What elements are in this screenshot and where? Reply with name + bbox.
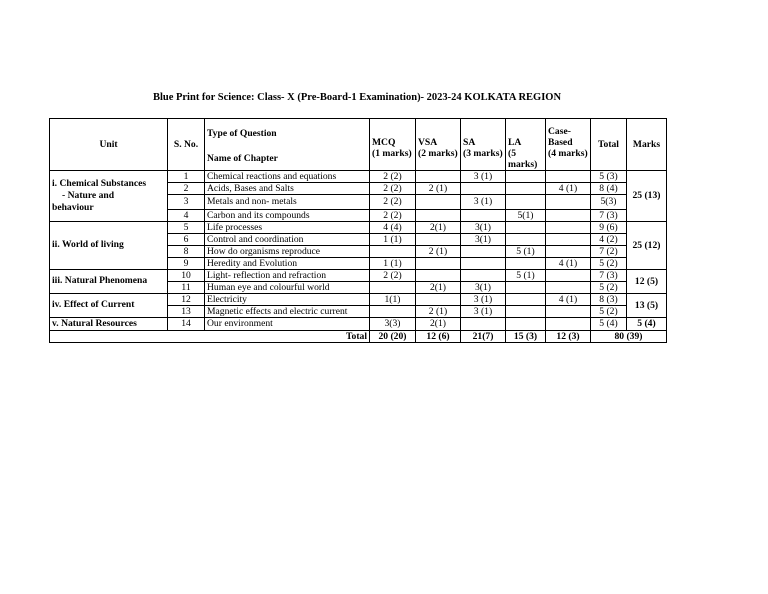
- header-sa-marks: (3 marks): [461, 148, 506, 171]
- chapter-cell: Magnetic effects and electric current: [205, 305, 370, 317]
- grand-total: 80 (39): [591, 330, 667, 342]
- header-sno: S. No.: [168, 119, 205, 171]
- total-cell: 5 (2): [591, 281, 627, 293]
- sa-cell: [461, 182, 506, 194]
- totals-label: Total: [50, 330, 370, 342]
- header-mcq-marks: (1 marks): [370, 148, 416, 171]
- header-row: [50, 119, 667, 148]
- unit-marks-cell: 13 (5): [627, 293, 667, 317]
- unit-marks-cell: 25 (12): [627, 221, 667, 269]
- vsa-cell: 2 (1): [416, 305, 461, 317]
- la-cell: 5 (1): [506, 245, 546, 257]
- chapter-cell: Electricity: [205, 293, 370, 305]
- la-cell: [506, 221, 546, 233]
- table-row: [50, 221, 667, 233]
- chapter-cell: Control and coordination: [205, 233, 370, 245]
- vsa-cell: 2(1): [416, 221, 461, 233]
- chapter-cell: Our environment: [205, 317, 370, 330]
- sa-cell: [461, 317, 506, 330]
- la-cell: [506, 281, 546, 293]
- total-cell: 5 (3): [591, 170, 627, 182]
- case-cell: [546, 221, 591, 233]
- unit-label: ii. World of living: [50, 221, 168, 269]
- case-cell: [546, 317, 591, 330]
- mcq-cell: 3(3): [370, 317, 416, 330]
- header-la: LA: [506, 119, 546, 148]
- sa-cell: 3 (1): [461, 305, 506, 317]
- vsa-cell: 2(1): [416, 281, 461, 293]
- header-la-marks: (5 marks): [506, 148, 546, 171]
- sa-cell: 3(1): [461, 281, 506, 293]
- la-cell: [506, 293, 546, 305]
- document-title: Blue Print for Science: Class- X (Pre-Board-1 Examination)- 2023-24 KOLKATA REGION: [152, 92, 562, 103]
- unit-label: i. Chemical Substances: [52, 177, 147, 189]
- chapter-cell: Acids, Bases and Salts: [205, 182, 370, 194]
- total-cell: 5 (2): [591, 305, 627, 317]
- unit-marks-cell: 25 (13): [627, 170, 667, 221]
- header-total: Total: [591, 119, 627, 171]
- case-cell: 4 (1): [546, 257, 591, 269]
- sno-cell: 10: [168, 269, 205, 281]
- total-cell: 7 (3): [591, 209, 627, 221]
- sa-cell: [461, 209, 506, 221]
- sno-cell: 4: [168, 209, 205, 221]
- total-cell: 8 (4): [591, 182, 627, 194]
- header-mcq: MCQ: [370, 119, 416, 148]
- case-cell: [546, 233, 591, 245]
- total-case: 12 (3): [546, 330, 591, 342]
- la-cell: [506, 317, 546, 330]
- mcq-cell: 2 (2): [370, 170, 416, 182]
- chapter-cell: Human eye and colourful world: [205, 281, 370, 293]
- vsa-cell: [416, 209, 461, 221]
- unit-marks-cell: 12 (5): [627, 269, 667, 293]
- case-cell: [546, 281, 591, 293]
- unit-cell: [50, 170, 168, 221]
- header-unit: Unit: [50, 119, 168, 171]
- sno-cell: 11: [168, 281, 205, 293]
- case-cell: [546, 269, 591, 281]
- chapter-cell: Heredity and Evolution: [205, 257, 370, 269]
- mcq-cell: [370, 281, 416, 293]
- la-cell: 5(1): [506, 209, 546, 221]
- sa-cell: 3 (1): [461, 170, 506, 182]
- la-cell: 5 (1): [506, 269, 546, 281]
- sno-cell: 14: [168, 317, 205, 330]
- sno-cell: 1: [168, 170, 205, 182]
- unit-label: - Nature and: [62, 189, 115, 201]
- table-row: [50, 293, 667, 305]
- unit-marks-cell: 5 (4): [627, 317, 667, 330]
- header-marks: Marks: [627, 119, 667, 171]
- header-case-marks: (4 marks): [546, 148, 591, 171]
- vsa-cell: [416, 233, 461, 245]
- vsa-cell: [416, 194, 461, 209]
- totals-row: [50, 330, 667, 342]
- total-cell: 9 (6): [591, 221, 627, 233]
- mcq-cell: 2 (2): [370, 194, 416, 209]
- header-sa: SA: [461, 119, 506, 148]
- mcq-cell: 4 (4): [370, 221, 416, 233]
- total-vsa: 12 (6): [416, 330, 461, 342]
- blueprint-table: [49, 118, 667, 343]
- total-mcq: 20 (20): [370, 330, 416, 342]
- sno-cell: 9: [168, 257, 205, 269]
- header-case-based: Case-Based: [546, 119, 591, 148]
- vsa-cell: [416, 257, 461, 269]
- vsa-cell: 2 (1): [416, 245, 461, 257]
- total-cell: 5 (4): [591, 317, 627, 330]
- la-cell: [506, 305, 546, 317]
- unit-label: behaviour: [52, 201, 94, 213]
- total-cell: 7 (2): [591, 245, 627, 257]
- case-cell: [546, 245, 591, 257]
- chapter-cell: Metals and non- metals: [205, 194, 370, 209]
- total-cell: 5 (2): [591, 257, 627, 269]
- sno-cell: 13: [168, 305, 205, 317]
- mcq-cell: 2 (2): [370, 209, 416, 221]
- mcq-cell: 2 (2): [370, 269, 416, 281]
- vsa-cell: 2(1): [416, 317, 461, 330]
- vsa-cell: [416, 170, 461, 182]
- total-cell: 8 (3): [591, 293, 627, 305]
- total-cell: 4 (2): [591, 233, 627, 245]
- case-cell: [546, 305, 591, 317]
- mcq-cell: [370, 245, 416, 257]
- vsa-cell: 2 (1): [416, 182, 461, 194]
- chapter-cell: Life processes: [205, 221, 370, 233]
- sa-cell: [461, 269, 506, 281]
- chapter-cell: Chemical reactions and equations: [205, 170, 370, 182]
- sa-cell: 3 (1): [461, 293, 506, 305]
- case-cell: [546, 170, 591, 182]
- chapter-cell: Carbon and its compounds: [205, 209, 370, 221]
- sno-cell: 8: [168, 245, 205, 257]
- sno-cell: 2: [168, 182, 205, 194]
- sa-cell: [461, 245, 506, 257]
- la-cell: [506, 170, 546, 182]
- total-la: 15 (3): [506, 330, 546, 342]
- table-row: [50, 170, 667, 182]
- unit-label: v. Natural Resources: [50, 317, 168, 330]
- total-cell: 5(3): [591, 194, 627, 209]
- unit-label: iv. Effect of Current: [50, 293, 168, 317]
- vsa-cell: [416, 293, 461, 305]
- la-cell: [506, 233, 546, 245]
- sa-cell: 3(1): [461, 233, 506, 245]
- case-cell: 4 (1): [546, 182, 591, 194]
- sa-cell: 3 (1): [461, 194, 506, 209]
- sno-cell: 3: [168, 194, 205, 209]
- unit-label: iii. Natural Phenomena: [50, 269, 168, 293]
- sa-cell: 3(1): [461, 221, 506, 233]
- header-name-of-chapter: Name of Chapter: [205, 148, 370, 171]
- table-row: [50, 317, 667, 330]
- sno-cell: 12: [168, 293, 205, 305]
- case-cell: 4 (1): [546, 293, 591, 305]
- header-vsa: VSA: [416, 119, 461, 148]
- case-cell: [546, 194, 591, 209]
- mcq-cell: 1(1): [370, 293, 416, 305]
- la-cell: [506, 257, 546, 269]
- chapter-cell: Light- reflection and refraction: [205, 269, 370, 281]
- case-cell: [546, 209, 591, 221]
- header-type-of-question: Type of Question: [205, 119, 370, 148]
- table-row: [50, 269, 667, 281]
- sno-cell: 5: [168, 221, 205, 233]
- mcq-cell: [370, 305, 416, 317]
- mcq-cell: 1 (1): [370, 233, 416, 245]
- la-cell: [506, 194, 546, 209]
- la-cell: [506, 182, 546, 194]
- mcq-cell: 1 (1): [370, 257, 416, 269]
- chapter-cell: How do organisms reproduce: [205, 245, 370, 257]
- mcq-cell: 2 (2): [370, 182, 416, 194]
- header-vsa-marks: (2 marks): [416, 148, 461, 171]
- sno-cell: 6: [168, 233, 205, 245]
- sa-cell: [461, 257, 506, 269]
- total-sa: 21(7): [461, 330, 506, 342]
- total-cell: 7 (3): [591, 269, 627, 281]
- vsa-cell: [416, 269, 461, 281]
